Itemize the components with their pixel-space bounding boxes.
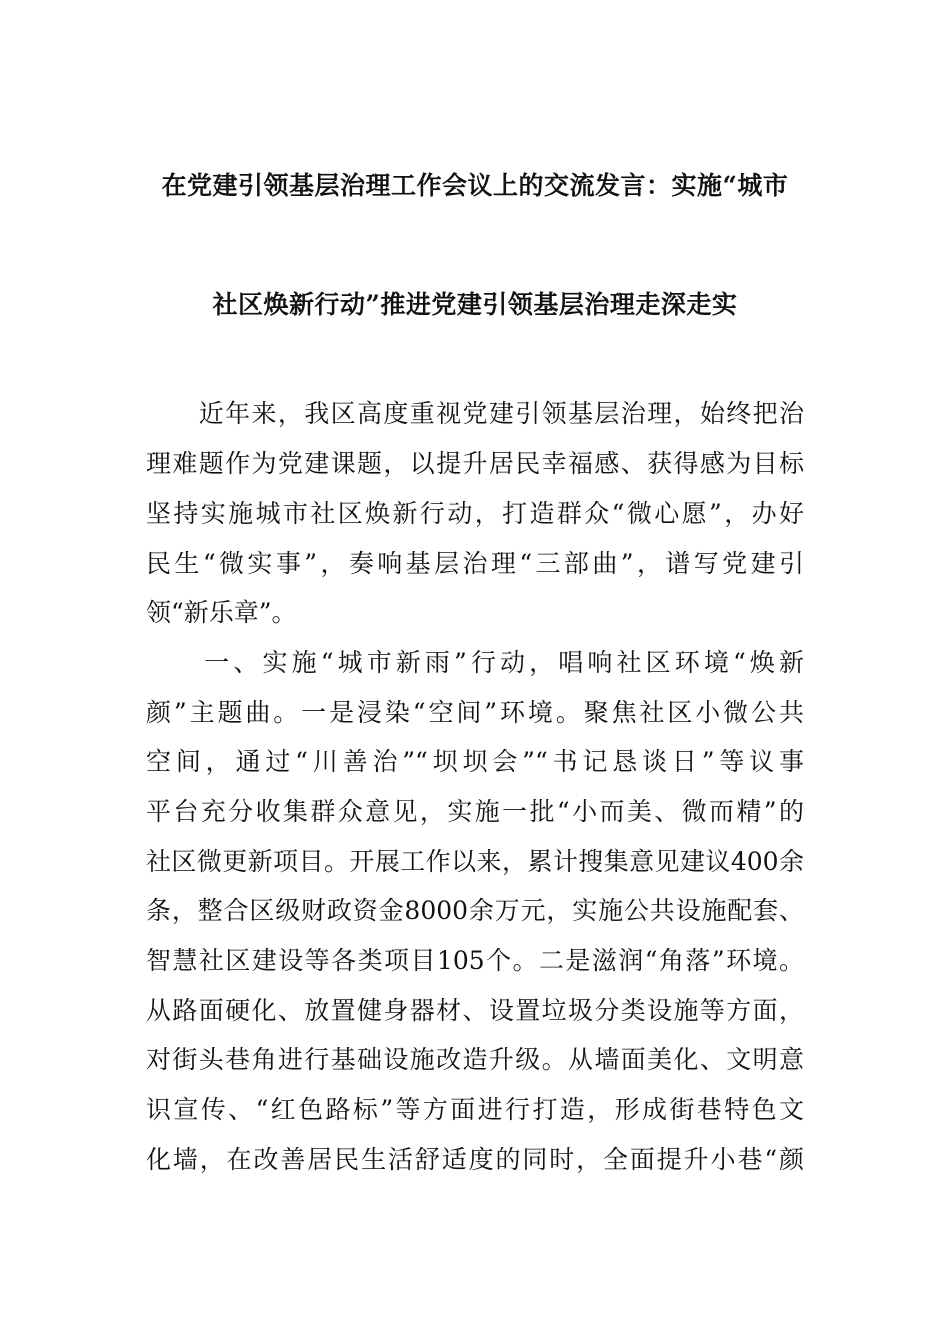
body-line: 领“新乐章”。 <box>146 598 297 627</box>
body-line: 条，整合区级财政资金8000余万元，实施公共设施配套、 <box>146 896 804 925</box>
body-line: 理难题作为党建课题，以提升居民幸福感、获得感为目标 <box>146 449 804 478</box>
body-line: 智慧社区建设等各类项目105个。二是滋润“角落”环境。 <box>146 946 804 975</box>
body-line: 化墙，在改善居民生活舒适度的同时，全面提升小巷“颜 <box>146 1145 804 1174</box>
body-line: 空间，通过“川善治”“坝坝会”“书记恳谈日”等议事 <box>146 747 804 776</box>
body-line: 平台充分收集群众意见，实施一批“小而美、微而精”的 <box>146 797 804 826</box>
body-line: 社区微更新项目。开展工作以来，累计搜集意见建议400余 <box>146 847 804 876</box>
body-line: 一、实施“城市新雨”行动，唱响社区环境“焕新 <box>146 648 804 677</box>
body-line: 从路面硬化、放置健身器材、设置垃圾分类设施等方面， <box>146 996 804 1025</box>
document-title-line-1: 在党建引领基层治理工作会议上的交流发言：实施“城市 <box>161 171 789 200</box>
body-line: 识宣传、“红色路标”等方面进行打造，形成街巷特色文 <box>146 1095 804 1124</box>
body-line: 近年来，我区高度重视党建引领基层治理，始终把治 <box>146 399 804 428</box>
body-line: 对街头巷角进行基础设施改造升级。从墙面美化、文明意 <box>146 1045 804 1074</box>
body-line: 颜”主题曲。一是浸染“空间”环境。聚焦社区小微公共 <box>146 698 804 727</box>
body-line: 民生“微实事”，奏响基层治理“三部曲”，谱写党建引 <box>146 549 804 578</box>
document-title-line-2: 社区焕新行动”推进党建引领基层治理走深走实 <box>212 290 738 319</box>
body-line: 坚持实施城市社区焕新行动，打造群众“微心愿”，办好 <box>146 499 804 528</box>
